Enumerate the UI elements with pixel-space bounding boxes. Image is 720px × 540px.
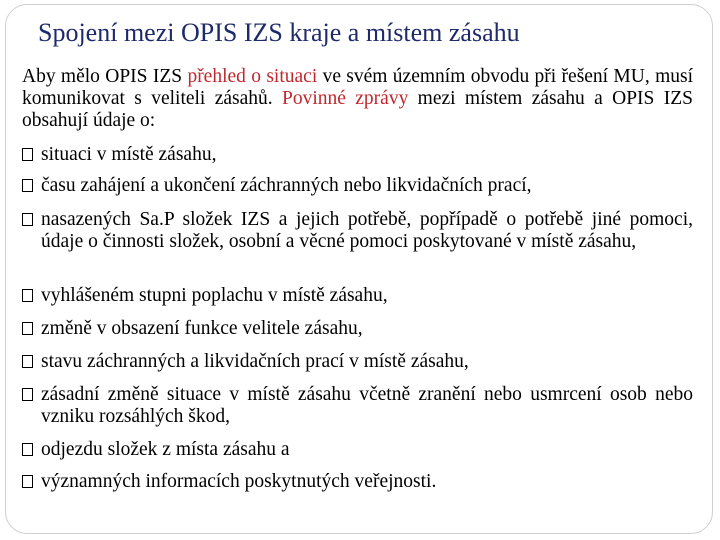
checkbox-square-icon xyxy=(22,322,33,335)
slide-title: Spojení mezi OPIS IZS kraje a místem zásahu xyxy=(38,18,520,47)
checkbox-square-icon xyxy=(22,213,33,226)
intro-text-3: mezi místem zásahu a OPIS IZS obsahují údaje o: xyxy=(22,88,693,131)
bullet-item xyxy=(22,144,693,166)
bullet-item xyxy=(22,351,693,373)
checkbox-square-icon xyxy=(22,443,33,456)
bullet-item xyxy=(22,384,693,428)
bullet-text: změně v obsazení funkce velitele zásahu, xyxy=(41,318,363,339)
bullet-text: významných informacích poskytnutých veřejnosti. xyxy=(41,471,437,492)
intro-paragraph xyxy=(22,66,693,132)
bullet-text: situaci v místě zásahu, xyxy=(41,144,217,165)
bullet-item xyxy=(22,318,693,340)
bullet-item xyxy=(22,209,693,253)
bullet-item xyxy=(22,285,693,307)
bullet-text: odjezdu složek z místa zásahu a xyxy=(41,439,290,460)
bullet-text: nasazených Sa.P složek IZS a jejich potřebě, popřípadě o potřebě jiné pomoci, údaje o činnosti složek, osobní a věcné pomoci poskytované v místě zásahu, xyxy=(41,209,693,252)
checkbox-square-icon xyxy=(22,388,33,401)
checkbox-square-icon xyxy=(22,355,33,368)
bullet-text: vyhlášeném stupni poplachu v místě zásahu, xyxy=(41,285,388,306)
bullet-item xyxy=(22,175,693,197)
checkbox-square-icon xyxy=(22,148,33,161)
bullet-item xyxy=(22,471,693,493)
checkbox-square-icon xyxy=(22,475,33,488)
intro-highlight-mandatory-reports: Povinné zprávy xyxy=(282,88,409,109)
checkbox-square-icon xyxy=(22,179,33,192)
intro-text-2: ve svém územním obvodu při řešení MU, musí komunikovat s veliteli zásahů. xyxy=(22,66,693,109)
checkbox-square-icon xyxy=(22,289,33,302)
bullet-text: času zahájení a ukončení záchranných nebo likvidačních prací, xyxy=(41,175,532,196)
intro-highlight-situation: přehled o situaci xyxy=(187,66,318,87)
bullet-item xyxy=(22,439,693,461)
intro-text-1: Aby mělo OPIS IZS xyxy=(22,66,188,87)
bullet-text: stavu záchranných a likvidačních prací v místě zásahu, xyxy=(41,351,469,372)
bullet-text: zásadní změně situace v místě zásahu včetně zranění nebo usmrcení osob nebo vzniku rozsáhlých škod, xyxy=(41,384,693,427)
